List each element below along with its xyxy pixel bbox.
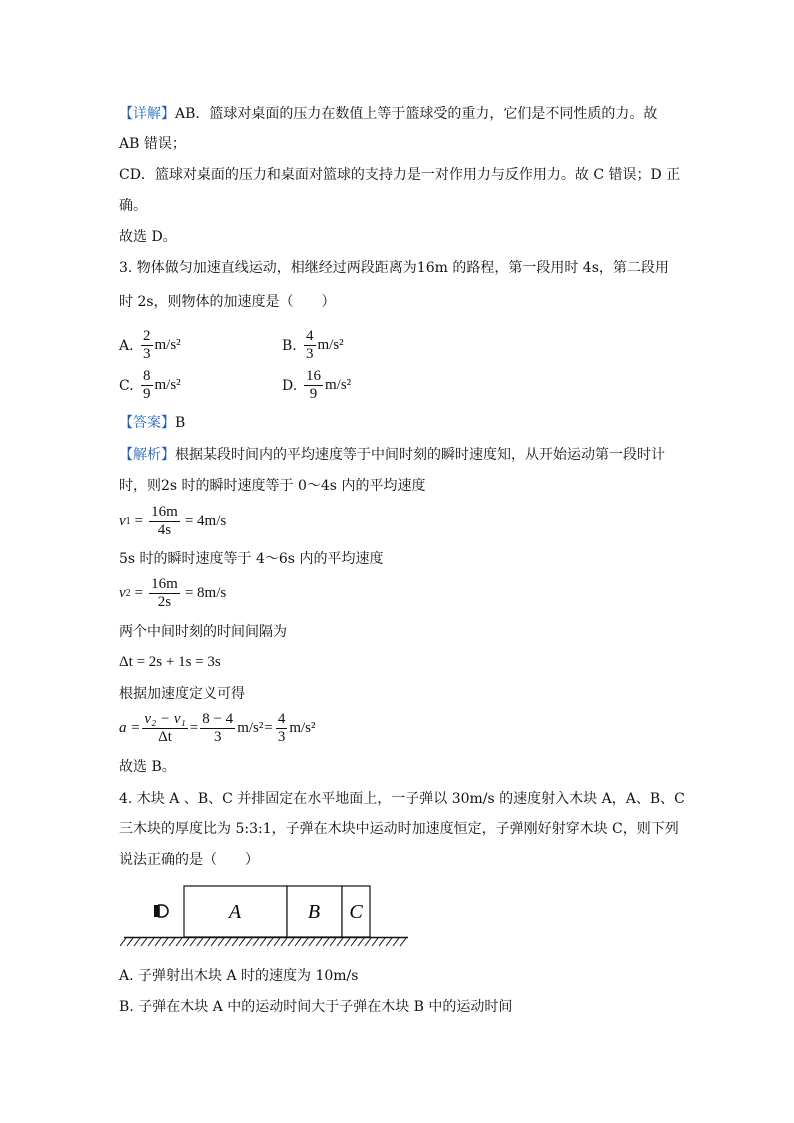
hatch-line bbox=[400, 938, 406, 946]
blocks-diagram bbox=[120, 884, 412, 950]
option-unit: m/s² bbox=[317, 337, 344, 353]
v2-fraction bbox=[149, 576, 180, 611]
a-lhs: a = bbox=[119, 720, 141, 736]
hatch-line bbox=[197, 938, 203, 946]
option-label: B. bbox=[282, 337, 297, 354]
denominator: Δt bbox=[158, 729, 172, 745]
analysis-tag: 【解析】 bbox=[119, 447, 175, 463]
numerator: 16 bbox=[306, 368, 321, 384]
q3-line-interval: 两个中间时刻的时间间隔为 bbox=[119, 624, 287, 640]
hatch-line bbox=[302, 938, 308, 946]
dt-equation: Δt = 2s + 1s = 3s bbox=[119, 654, 221, 670]
hatch-line bbox=[239, 938, 245, 946]
v2-result: = 8m/s bbox=[184, 585, 227, 601]
q3-analysis-line-1 bbox=[119, 445, 665, 465]
q4-option-a: A. 子弹射出木块 A 时的速度为 10m/s bbox=[119, 968, 359, 984]
detail-ab-line-2: AB 错误； bbox=[119, 136, 186, 152]
q3-answer-line bbox=[119, 413, 185, 433]
hatch-line bbox=[225, 938, 231, 946]
unit: m/s² bbox=[237, 720, 264, 736]
detail-cd-line-1: CD．篮球对桌面的压力和桌面对篮球的支持力是一对作用力与反作用力。故 C 错误；D 正 bbox=[119, 167, 681, 183]
hatch-line bbox=[141, 938, 147, 946]
denominator: 9 bbox=[309, 386, 318, 402]
v2-equation: v 2 = $\frac{16m}{2s}$ = 8m/s bbox=[119, 576, 227, 610]
option-unit: m/s² bbox=[325, 377, 352, 393]
numerator: 2 bbox=[143, 328, 151, 344]
v-symbol: v bbox=[119, 585, 126, 601]
detail-conclusion: 故选 D。 bbox=[119, 229, 177, 245]
q3-line-definition: 根据加速度定义可得 bbox=[119, 686, 245, 702]
a-fraction-3 bbox=[276, 711, 288, 746]
hatch-line bbox=[162, 938, 168, 946]
hatch-line bbox=[148, 938, 154, 946]
a-fraction-1 bbox=[142, 711, 187, 746]
v1-result: = 4m/s bbox=[184, 513, 227, 529]
hatch-line bbox=[309, 938, 315, 946]
hatch-line bbox=[260, 938, 266, 946]
numerator: v₂ − v₁ bbox=[144, 711, 186, 727]
hatch-line bbox=[127, 938, 133, 946]
hatch-line bbox=[211, 938, 217, 946]
hatch-line bbox=[386, 938, 392, 946]
q3-stem-line-2: 时 2s，则物体的加速度是（ ） bbox=[119, 294, 336, 310]
hatch-line bbox=[288, 938, 294, 946]
detail-ab-line-1 bbox=[119, 104, 657, 124]
hatch-line bbox=[281, 938, 287, 946]
option-fraction bbox=[304, 368, 323, 403]
block-b-label: B bbox=[307, 901, 321, 923]
hatch-line bbox=[274, 938, 280, 946]
v-symbol: v bbox=[119, 513, 126, 529]
q3-option-b bbox=[282, 328, 344, 363]
numerator: 8 bbox=[143, 368, 151, 384]
option-fraction bbox=[141, 328, 153, 363]
option-label: D. bbox=[282, 377, 298, 394]
denominator: 3 bbox=[143, 346, 151, 362]
answer-tag: 【答案】 bbox=[119, 415, 175, 431]
q3-stem-line-1: 3. 物体做匀加速直线运动，相继经过两段距离为16m 的路程，第一段用时 4s，第二段用 bbox=[119, 260, 669, 276]
detail-cd-line-2: 确。 bbox=[119, 198, 147, 214]
hatch-line bbox=[358, 938, 364, 946]
denominator: 4s bbox=[157, 522, 172, 538]
q4-stem-line-3: 说法正确的是（ ） bbox=[119, 852, 259, 868]
denominator: 3 bbox=[306, 346, 314, 362]
hatch-line bbox=[246, 938, 252, 946]
a-fraction-2 bbox=[200, 711, 235, 746]
q3-option-c bbox=[119, 368, 181, 403]
detail-tag: 【详解】 bbox=[119, 106, 175, 122]
hatch-line bbox=[344, 938, 350, 946]
hatch-line bbox=[393, 938, 399, 946]
hatch-line bbox=[253, 938, 259, 946]
bullet-icon bbox=[154, 905, 168, 917]
unit: m/s² bbox=[289, 720, 316, 736]
q3-conclusion: 故选 B。 bbox=[119, 759, 176, 775]
option-label: A. bbox=[119, 337, 134, 354]
q3-line-5s: 5s 时的瞬时速度等于 4～6s 内的平均速度 bbox=[119, 551, 384, 567]
numerator: 16m bbox=[151, 504, 178, 520]
option-fraction bbox=[141, 368, 153, 403]
q3-option-a bbox=[119, 328, 181, 363]
denominator: 9 bbox=[143, 386, 151, 402]
hatch-line bbox=[295, 938, 301, 946]
numerator: 4 bbox=[306, 328, 314, 344]
hatch-line bbox=[183, 938, 189, 946]
hatch-line bbox=[379, 938, 385, 946]
q4-stem-line-1: 4. 木块 A 、B、C 并排固定在水平地面上，一子弹以 30m/s 的速度射入木块 A，A、B、C bbox=[119, 791, 685, 807]
hatch-line bbox=[176, 938, 182, 946]
q4-option-b: B. 子弹在木块 A 中的运动时间大于子弹在木块 B 中的运动时间 bbox=[119, 999, 513, 1015]
denominator: 3 bbox=[277, 729, 286, 745]
hatch-line bbox=[169, 938, 175, 946]
analysis-text: 根据某段时间内的平均速度等于中间时刻的瞬时速度知，从开始运动第一段时计 bbox=[175, 447, 665, 463]
v1-fraction bbox=[149, 504, 180, 539]
hatch-line bbox=[330, 938, 336, 946]
v1-equation: v 1 = $\frac{16m}{4s}$ = 4m/s bbox=[119, 504, 227, 538]
a-equation: a = $\frac{\text{v₂ − v₁}}{\Delta t}$ = $\frac{8 - 4}{3}$ m/s² = $\frac{4}{3}$ m/s² bbox=[119, 711, 316, 745]
hatch-line bbox=[120, 938, 126, 946]
hatch-line bbox=[204, 938, 210, 946]
ground-hatching bbox=[120, 938, 406, 946]
q4-stem-line-2: 三木块的厚度比为 5:3:1，子弹在木块中运动时加速度恒定，子弹刚好射穿木块 C，则下列 bbox=[119, 821, 679, 837]
q3-option-d bbox=[282, 368, 351, 403]
numerator: 8 − 4 bbox=[202, 711, 234, 727]
hatch-line bbox=[232, 938, 238, 946]
hatch-line bbox=[372, 938, 378, 946]
hatch-line bbox=[323, 938, 329, 946]
hatch-line bbox=[365, 938, 371, 946]
numerator: 16m bbox=[151, 576, 178, 592]
hatch-line bbox=[316, 938, 322, 946]
hatch-line bbox=[351, 938, 357, 946]
answer-value: B bbox=[175, 415, 186, 431]
option-unit: m/s² bbox=[154, 377, 181, 393]
option-label: C. bbox=[119, 377, 134, 394]
hatch-line bbox=[337, 938, 343, 946]
option-unit: m/s² bbox=[154, 337, 181, 353]
q3-analysis-line-2: 时，则2s 时的瞬时速度等于 0～4s 内的平均速度 bbox=[119, 478, 426, 494]
denominator: 3 bbox=[213, 729, 222, 745]
detail-ab-text: AB．篮球对桌面的压力在数值上等于篮球受的重力，它们是不同性质的力。故 bbox=[175, 106, 658, 122]
option-fraction bbox=[304, 328, 316, 363]
denominator: 2s bbox=[157, 594, 172, 610]
hatch-line bbox=[218, 938, 224, 946]
hatch-line bbox=[134, 938, 140, 946]
numerator: 4 bbox=[277, 711, 286, 727]
block-a-label: A bbox=[228, 901, 242, 923]
hatch-line bbox=[190, 938, 196, 946]
hatch-line bbox=[267, 938, 273, 946]
block-c-label: C bbox=[349, 901, 363, 923]
hatch-line bbox=[155, 938, 161, 946]
